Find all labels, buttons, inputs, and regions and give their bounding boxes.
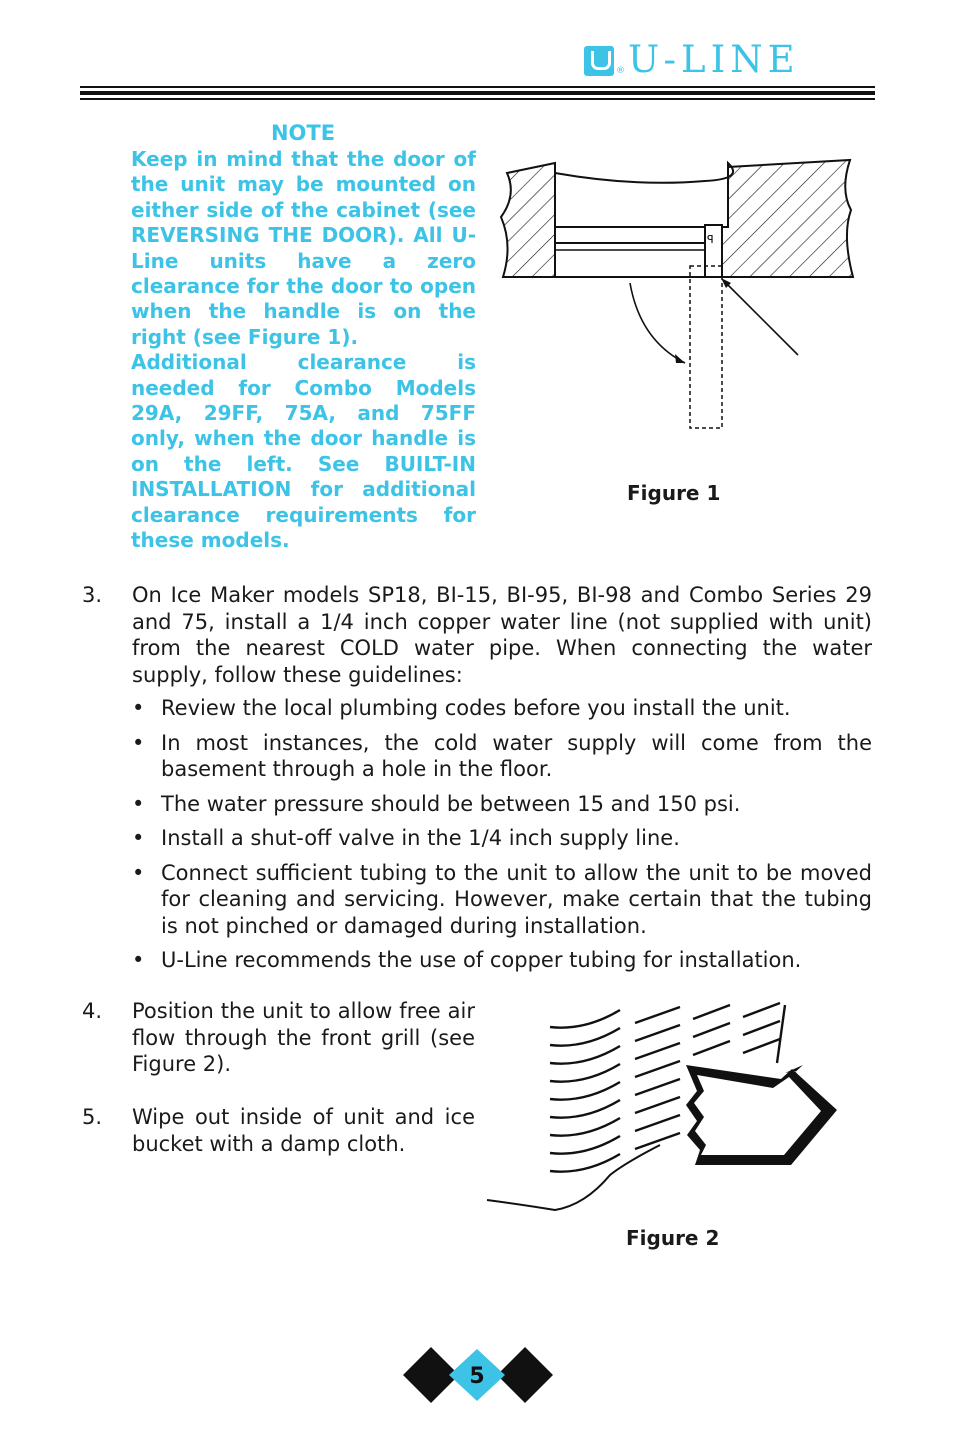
step-4-number: 4. bbox=[82, 999, 103, 1023]
header-rule-thick bbox=[80, 91, 875, 95]
list-item: • Connect sufficient tubing to the unit to allow the unit to be moved for cleaning and servicing. However, make certain that the tubing is not pinched or damaged during installation. bbox=[132, 860, 872, 940]
list-item: • Install a shut-off valve in the 1/4 inch supply line. bbox=[132, 825, 872, 852]
water-supply-guidelines-list bbox=[132, 695, 872, 982]
figure-2-caption: Figure 2 bbox=[626, 1226, 720, 1250]
list-item: • The water pressure should be between 15 and 150 psi. bbox=[132, 791, 872, 818]
list-item: • U-Line recommends the use of copper tubing for installation. bbox=[132, 947, 872, 974]
page-number: 5 bbox=[469, 1364, 485, 1389]
note-paragraph-1: Keep in mind that the door of the unit may be mounted on either side of the cabinet (see REVERSING THE DOOR). All U-Line units have a zero clearance for the door to open when the handle is on the right (see Figure 1). bbox=[131, 147, 476, 349]
step-5-number: 5. bbox=[82, 1105, 103, 1129]
page-number-badge bbox=[403, 1347, 553, 1403]
note-title: NOTE bbox=[270, 121, 336, 145]
step-4-text: Position the unit to allow free air flow through the front grill (see Figure 2). bbox=[132, 999, 475, 1076]
step-5-text: Wipe out inside of unit and ice bucket with a damp cloth. bbox=[132, 1105, 475, 1156]
figure-1-door-clearance-diagram bbox=[495, 155, 875, 440]
u-line-logo-icon bbox=[584, 46, 614, 76]
step-3-number: 3. bbox=[82, 583, 103, 607]
header-rule-thin-lower bbox=[80, 98, 875, 100]
svg-text:ꟼ: ꟼ bbox=[707, 233, 714, 246]
registered-mark: ® bbox=[616, 66, 625, 76]
list-item: • In most instances, the cold water supply will come from the basement through a hole in the floor. bbox=[132, 730, 872, 783]
step-3-text: On Ice Maker models SP18, BI-15, BI-95, BI-98 and Combo Series 29 and 75, install a 1/4 inch copper water line (not supplied with unit) from the nearest COLD water pipe. When connecting the water supply, follow these guidelines: bbox=[132, 583, 872, 687]
figure-1-caption: Figure 1 bbox=[627, 481, 721, 505]
note-paragraph-2: Additional clearance is needed for Combo Models 29A, 29FF, 75A, and 75FF only, when the door handle is on the left. See BUILT-IN INSTALLATION for additional clearance requirements for these models. bbox=[131, 350, 476, 553]
figure-2-front-grill-airflow-diagram bbox=[485, 995, 845, 1220]
header-rule-thin bbox=[80, 86, 875, 88]
brand-logo bbox=[584, 38, 874, 82]
list-item: • Review the local plumbing codes before you install the unit. bbox=[132, 695, 872, 722]
brand-name: U-LINE bbox=[628, 38, 800, 81]
note-body bbox=[131, 147, 476, 554]
